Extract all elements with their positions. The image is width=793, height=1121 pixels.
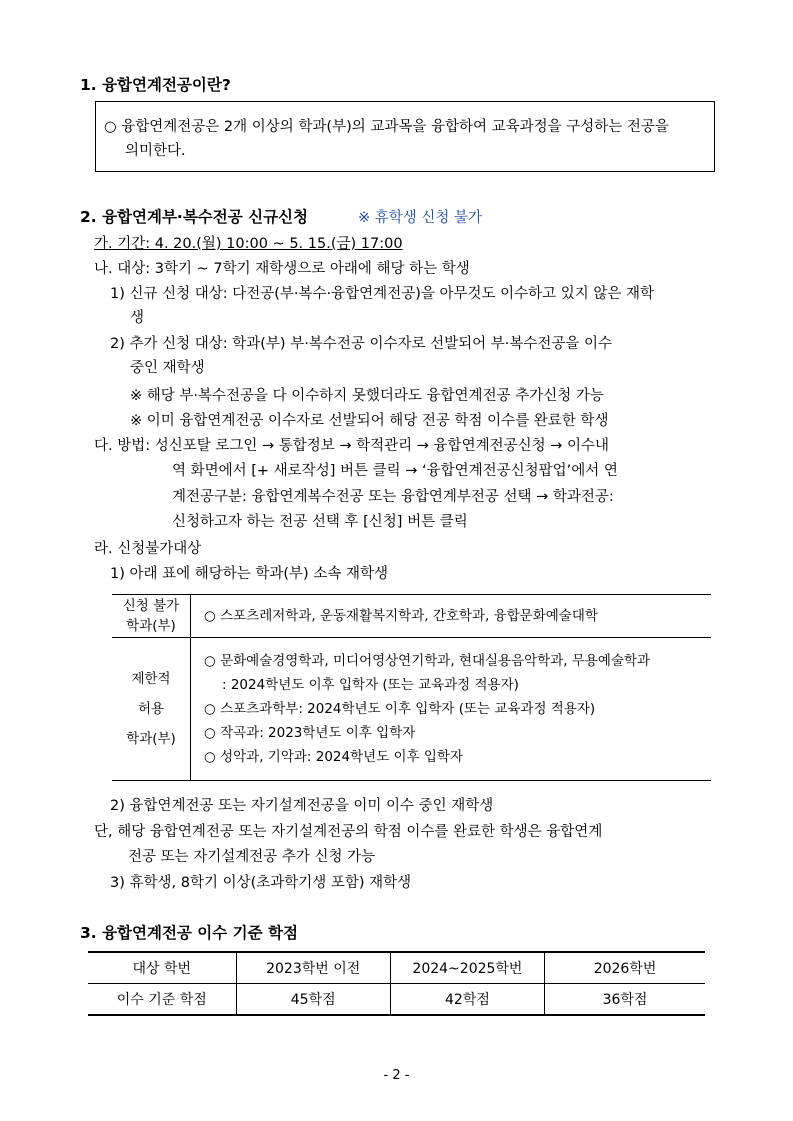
- definition-box: [95, 101, 715, 172]
- leave-note: ※ 휴학생 신청 불가: [358, 210, 483, 226]
- table-cell: 42학점: [390, 984, 544, 1016]
- ineligible-heading: 라. 신청불가대상: [94, 541, 202, 557]
- table-row: [112, 638, 711, 781]
- table-row: [88, 984, 705, 1016]
- list-item: ○ 문화예술경영학과, 미디어영상연기학과, 현대실용음악학과, 무용예술학과: [204, 653, 651, 669]
- method-line-1: 다. 방법: 성신포탈 로그인 → 통합정보 → 학적관리 → 융합연계전공신청 → 이수내: [94, 438, 609, 454]
- definition-line-1: ○ 융합연계전공은 2개 이상의 학과(부)의 교과목을 융합하여 교육과정을 구성하는 전공을: [104, 119, 669, 135]
- method-line-2: 역 화면에서 [+ 새로작성] 버튼 클릭 → ‘융합연계전공신청팝업’에서 연: [172, 463, 618, 479]
- header-cell: 2023학번 이전: [236, 952, 390, 984]
- row-content: [191, 595, 712, 638]
- row-label: [112, 638, 191, 781]
- page-number: - 2 -: [383, 1068, 410, 1083]
- exception-line-2: 전공 또는 자기설계전공 추가 신청 가능: [128, 849, 376, 865]
- label-text: 학과(부): [126, 731, 176, 747]
- new-apply-line-2: 생: [130, 310, 145, 326]
- list-item: ○ 스포츠레저학과, 운동재활복지학과, 간호학과, 융합문화예술대학: [204, 608, 598, 624]
- method-line-4: 신청하고자 하는 전공 선택 후 [신청] 버튼 클릭: [172, 514, 468, 530]
- table-cell: 36학점: [545, 984, 705, 1016]
- header-cell: 대상 학번: [88, 952, 236, 984]
- list-item: ○ 스포츠과학부: 2024학년도 이후 입학자 (또는 교육과정 적용자): [204, 701, 596, 717]
- table-header-row: [88, 952, 705, 984]
- table-row: [112, 595, 711, 638]
- add-apply-line-2: 중인 재학생: [130, 360, 205, 376]
- section-2-heading: 2. 융합연계부·복수전공 신규신청: [80, 208, 309, 226]
- method-line-3: 계전공구분: 융합연계복수전공 또는 융합연계부전공 선택 → 학과전공:: [172, 489, 614, 505]
- section-3-heading: 3. 융합연계전공 이수 기준 학점: [80, 924, 298, 942]
- target-line: 나. 대상: 3학기 ~ 7학기 재학생으로 아래에 해당 하는 학생: [94, 261, 470, 277]
- list-item: ○ 작곡과: 2023학년도 이후 입학자: [204, 725, 416, 741]
- credit-table: [88, 951, 705, 1016]
- label-text: 허용: [137, 701, 165, 717]
- header-cell: 2026학번: [545, 952, 705, 984]
- ineligible-item-2: 2) 융합연계전공 또는 자기설계전공을 이미 이수 중인 재학생: [110, 798, 494, 814]
- label-text: 제한적: [131, 671, 171, 687]
- add-apply-line-1: 2) 추가 신청 대상: 학과(부) 부·복수전공 이수자로 선발되어 부·복수전공을 이수: [110, 336, 612, 352]
- period-line: 가. 기간: 4. 20.(월) 10:00 ~ 5. 15.(금) 17:00: [94, 236, 403, 252]
- new-apply-line-1: 1) 신규 신청 대상: 다전공(부·복수·융합연계전공)을 아무것도 이수하고 있지 않은 재학: [110, 286, 655, 302]
- header-cell: 2024~2025학번: [390, 952, 544, 984]
- row-content: [191, 638, 712, 781]
- ineligible-item-3: 3) 휴학생, 8학기 이상(초과학기생 포함) 재학생: [110, 875, 412, 891]
- label-text: 학과(부): [126, 618, 176, 634]
- row-label: [112, 595, 191, 638]
- table-cell: 이수 기준 학점: [88, 984, 236, 1016]
- list-item: : 2024학년도 이후 입학자 (또는 교육과정 적용자): [222, 677, 519, 693]
- section-1-heading: 1. 융합연계전공이란?: [80, 76, 231, 94]
- target-note-1: ※ 해당 부·복수전공을 다 이수하지 못했더라도 융합연계전공 추가신청 가능: [130, 388, 604, 404]
- definition-line-2: 의미한다.: [125, 143, 186, 159]
- label-text: 신청 불가: [122, 598, 180, 614]
- exception-line-1: 단, 해당 융합연계전공 또는 자기설계전공의 학점 이수를 완료한 학생은 융합연계: [94, 824, 603, 840]
- target-note-2: ※ 이미 융합연계전공 이수자로 선발되어 해당 전공 학점 이수를 완료한 학생: [130, 413, 609, 429]
- restricted-departments-table: [112, 594, 711, 781]
- ineligible-item-1: 1) 아래 표에 해당하는 학과(부) 소속 재학생: [110, 566, 388, 582]
- list-item: ○ 성악과, 기악과: 2024학년도 이후 입학자: [204, 749, 464, 765]
- table-cell: 45학점: [236, 984, 390, 1016]
